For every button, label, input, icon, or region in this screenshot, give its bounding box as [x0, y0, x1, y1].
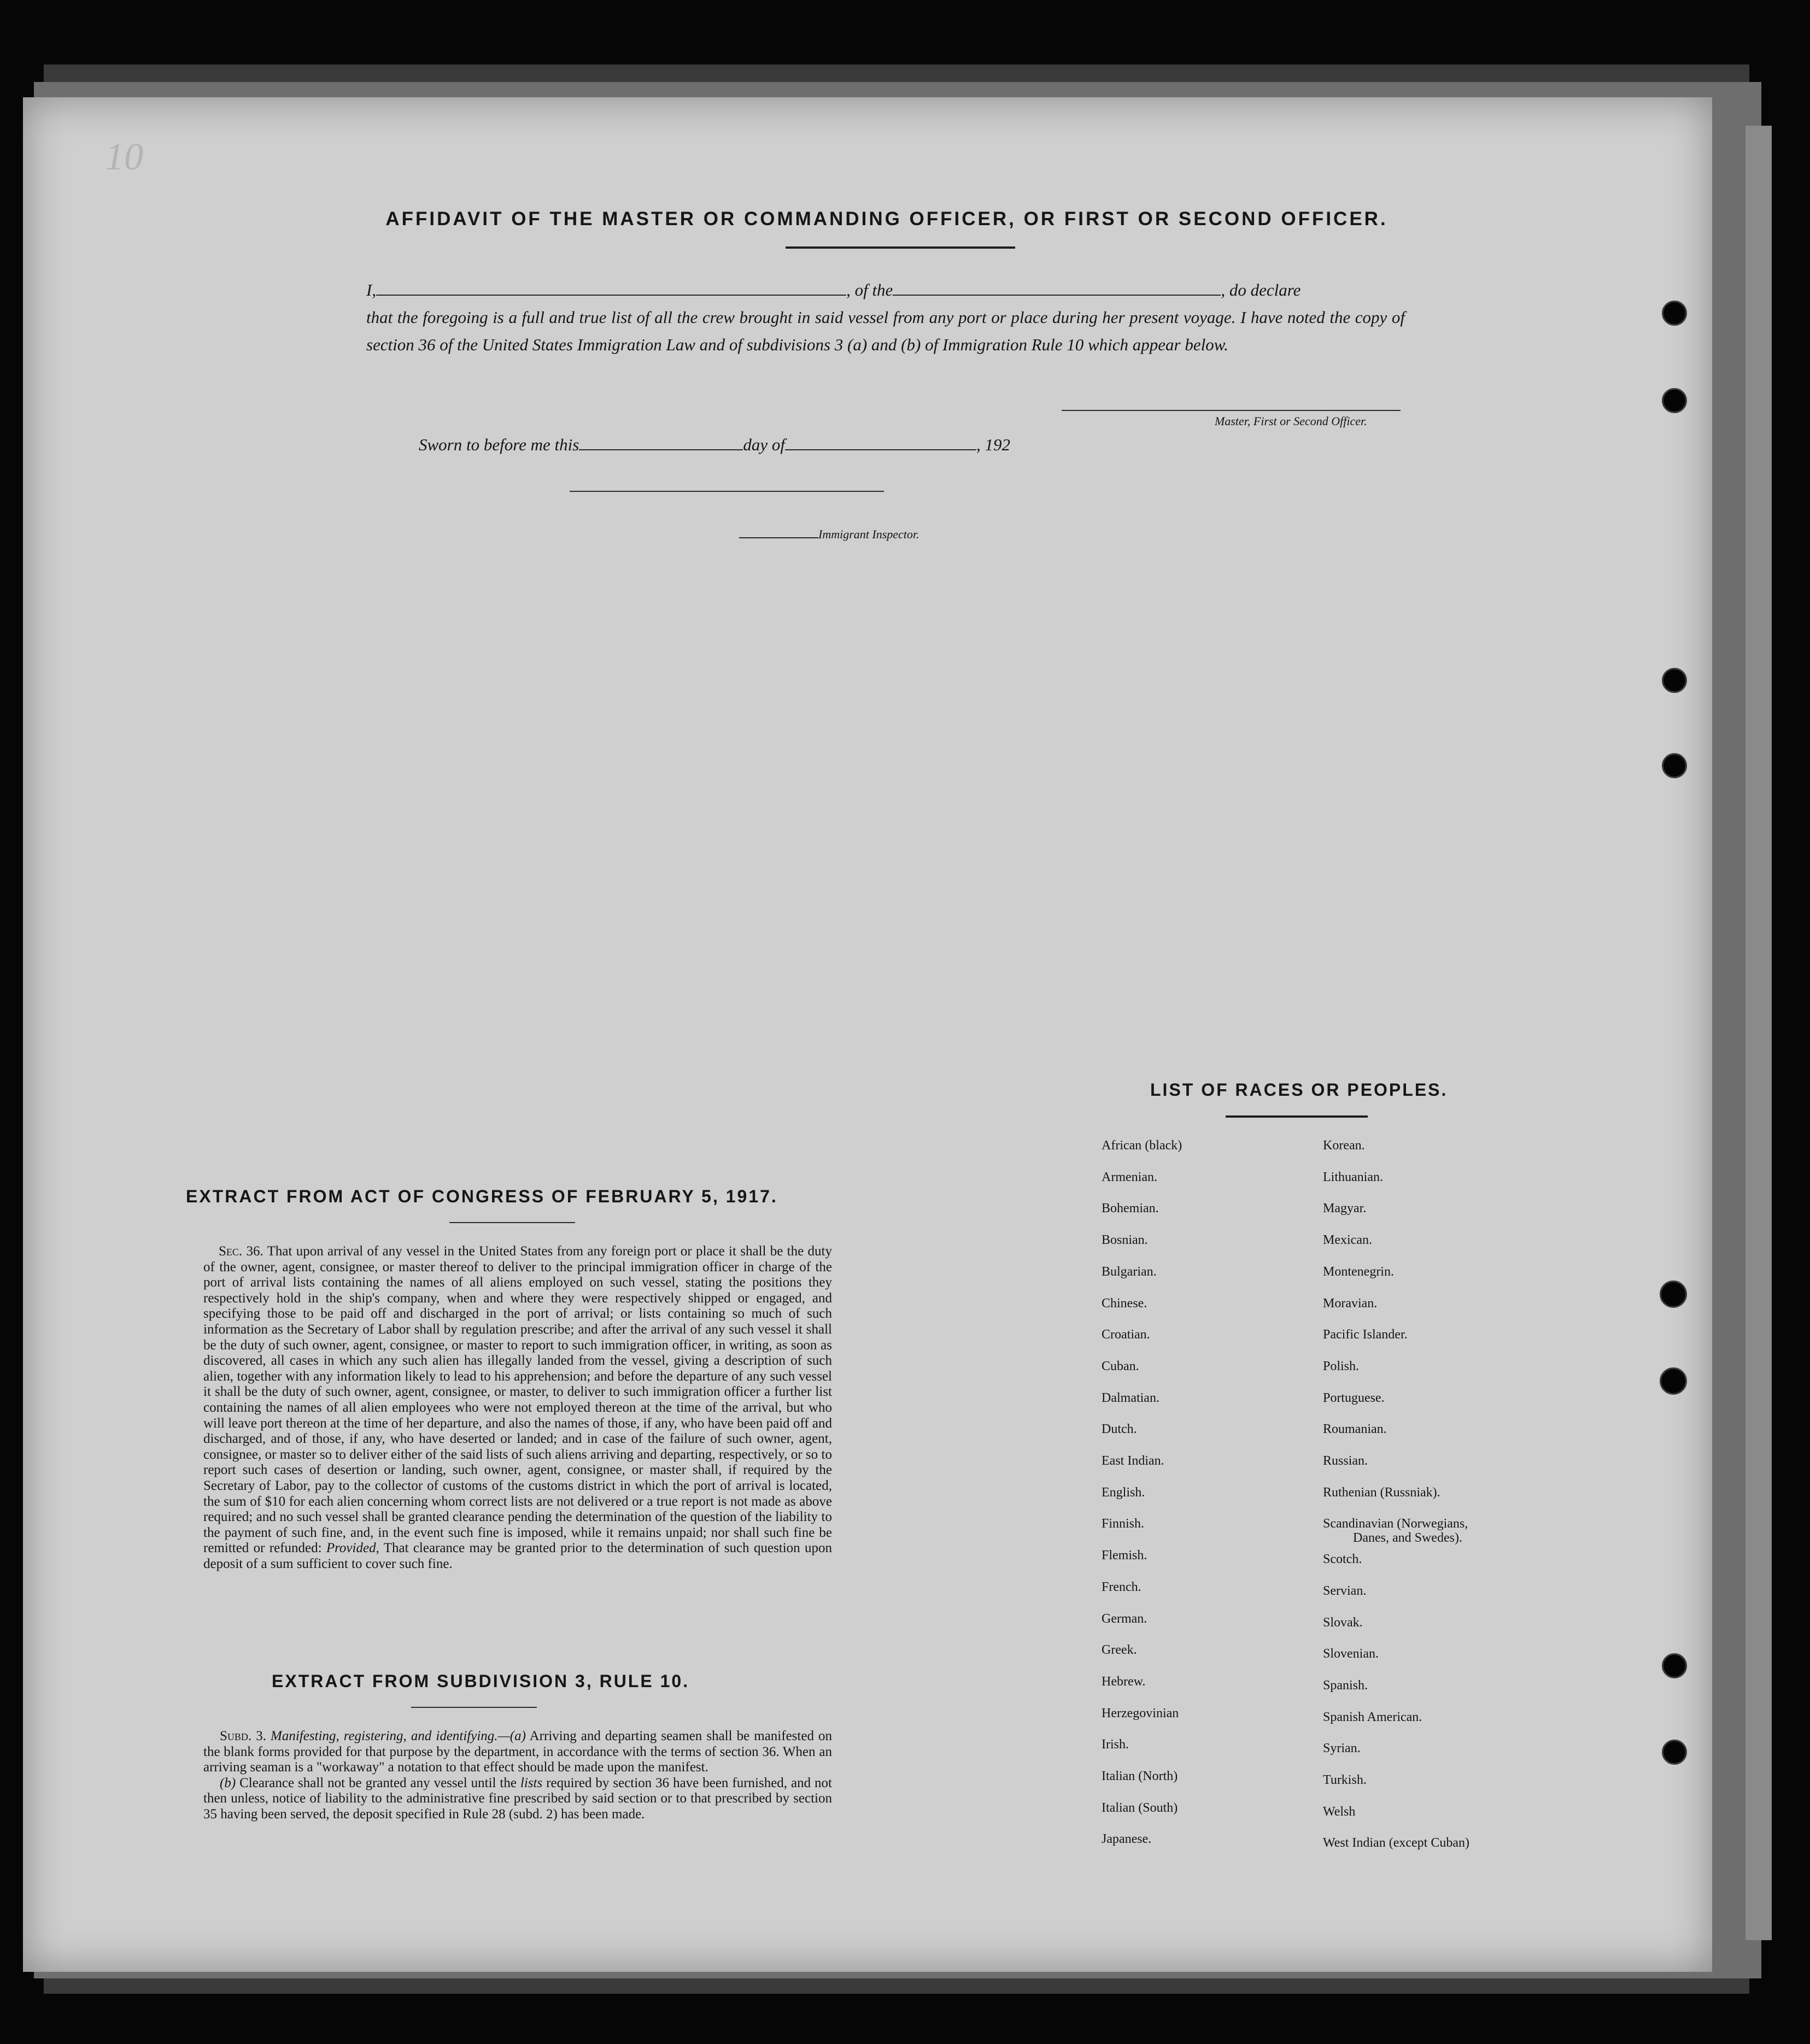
race-item: Russian. [1323, 1454, 1368, 1468]
race-item: Croatian. [1102, 1328, 1150, 1342]
race-item: English. [1102, 1485, 1145, 1500]
race-item: Bulgarian. [1102, 1264, 1157, 1279]
race-item: Pacific Islander. [1323, 1328, 1408, 1342]
binder-hole [1660, 1281, 1687, 1308]
race-item: Slovenian. [1323, 1647, 1379, 1661]
race-item: Armenian. [1102, 1170, 1157, 1184]
race-item: Greek. [1102, 1643, 1137, 1658]
para-b-label: (b) [220, 1775, 236, 1790]
of-the-label: , of the [846, 280, 893, 299]
affidavit-i-label: I, [366, 280, 377, 299]
proviso-label: Provided, [326, 1541, 379, 1556]
race-item: Spanish American. [1323, 1710, 1422, 1724]
binder-hole [1662, 1740, 1687, 1765]
races-title-rule [1226, 1115, 1368, 1118]
race-item: Spanish. [1323, 1678, 1368, 1693]
binder-hole [1662, 388, 1687, 413]
affidavit-body: that the foregoing is a full and true list of all the crew brought in said vessel from any port or place during her present voyage. I have noted the copy of section 36 of the United States Immigration Law and of subdivisions 3 (a) and (b) of Immigration Rule 10 which appear below. [366, 308, 1405, 354]
rule-title: EXTRACT FROM SUBDIVISION 3, RULE 10. [272, 1671, 690, 1691]
race-item: Dutch. [1102, 1422, 1137, 1437]
affidavit-declaration [366, 277, 1405, 359]
race-item: Montenegrin. [1323, 1264, 1394, 1279]
race-item: Italian (North) [1102, 1769, 1178, 1783]
race-item: Italian (South) [1102, 1800, 1178, 1815]
affidavit-line-1 [366, 277, 1405, 304]
para-b-text-2: required by section 36 have been furnished, and not then unless, notice of liability to the administrative fine prescribed by said section or to that prescribed by section 35 having been served, the deposit specified in Rule 28 (subd. 2) has been made. [203, 1775, 832, 1822]
affidavit-title: AFFIDAVIT OF THE MASTER OR COMMANDING OFFICER, OR FIRST OR SECOND OFFICER. [385, 208, 1388, 230]
race-item: Korean. [1323, 1138, 1365, 1153]
year-label: , 192 [976, 435, 1010, 454]
affidavit-title-rule [786, 246, 1015, 249]
race-item: Flemish. [1102, 1548, 1147, 1563]
race-item: Portuguese. [1323, 1390, 1385, 1405]
race-item: Welsh [1323, 1804, 1356, 1819]
race-item: Roumanian. [1323, 1422, 1387, 1437]
race-item: German. [1102, 1611, 1147, 1626]
race-item: Herzegovinian [1102, 1706, 1179, 1720]
binder-hole [1662, 1653, 1687, 1678]
race-item: Bosnian. [1102, 1233, 1148, 1248]
margin-mark: 10 [105, 136, 143, 178]
race-item: Chinese. [1102, 1296, 1147, 1311]
subd-label: Subd. 3. [220, 1729, 266, 1743]
race-item: African (black) [1102, 1138, 1182, 1153]
sworn-label: Sworn to before me this [419, 435, 579, 454]
race-item: Moravian. [1323, 1296, 1378, 1311]
vessel-blank[interactable] [893, 281, 1221, 296]
document-page [23, 97, 1712, 1972]
race-item-continuation: Danes, and Swedes). [1353, 1531, 1462, 1546]
inspector-line [570, 491, 884, 492]
rule-10-text [203, 1729, 832, 1823]
para-a-text: Arriving and departing seamen shall be manifested on the blank forms provided for that purpose by the department, in accordance with the terms of section 36. When an arriving seaman is a "workaway" a notation to that effect should be made upon the manifest. [203, 1729, 832, 1775]
section-36-text [203, 1244, 832, 1572]
inspector-short-line [739, 537, 818, 538]
binder-hole [1662, 301, 1687, 326]
para-a [203, 1729, 832, 1776]
sec-36-body: That upon arrival of any vessel in the United States from any foreign port or place it shall be the duty of the owner, agent, consignee, or master thereof to deliver to the principal immigration officer in charge of the port of arrival lists containing the names of all aliens employed on such vessel, stating the positions they respectively hold in the ship's company, when and where they were respectively shipped or engaged, and specifying those to be paid off and discharged in the port of arrival; or lists containing so much of such information as the Secretary of Labor shall by regulation prescribe; and after the arrival of any such vessel it shall be the duty of such owner, agent, consignee, or master to report to such immigration officer, in writing, as soon as discovered, all cases in which any such alien has illegally landed from the vessel, giving a description of such alien, together with any information likely to lead to his apprehension; and before the departure of any such vessel it shall be the duty of such owner, agent, consignee, or master, to deliver to such immigration officer a further list containing the names of all alien employees who were not employed thereon at the time of the arrival, but who will leave port thereon at the time of her departure, and also the names of those, if any, who have been paid off and discharged, and of those, if any, who have deserted or landed; and in case of the failure of such owner, agent, consignee, or master so to deliver either of the said lists of such aliens arriving and departing, respectively, or so to report such cases of desertion or landing, such owner, agent, consignee, or master shall, if required by the Secretary of Labor, pay to the collector of customs of the customs district in which the port of arrival is located, the sum of $10 for each alien concerning whom correct lists are not delivered or a true report is not made as above required; and no such vessel shall be granted clearance pending the determination of the question of the liability to the payment of such fine, and, in the event such fine is imposed, while it remains unpaid; nor shall such fine be remitted or refunded: [203, 1244, 832, 1556]
para-b-text-1: Clearance shall not be granted any vessel until the [239, 1775, 517, 1790]
race-item: Finnish. [1102, 1517, 1145, 1531]
sworn-day-blank[interactable] [579, 436, 743, 450]
para-b-lists: lists [520, 1775, 543, 1790]
race-item: Turkish. [1323, 1773, 1367, 1787]
race-item: Magyar. [1323, 1201, 1367, 1216]
races-title: LIST OF RACES OR PEOPLES. [1150, 1080, 1448, 1100]
race-item: Servian. [1323, 1583, 1367, 1598]
act-title-rule [449, 1222, 575, 1223]
day-of-label: day of [743, 435, 785, 454]
race-item: Ruthenian (Russniak). [1323, 1485, 1440, 1500]
sec-36-label: Sec. 36. [219, 1244, 263, 1259]
sworn-month-blank[interactable] [785, 436, 976, 450]
race-item: Irish. [1102, 1737, 1129, 1752]
race-item: Slovak. [1323, 1615, 1363, 1630]
name-blank[interactable] [376, 281, 846, 296]
race-item: Bohemian. [1102, 1201, 1159, 1216]
race-item: Japanese. [1102, 1832, 1152, 1847]
race-item: French. [1102, 1579, 1141, 1594]
race-item: Syrian. [1323, 1741, 1361, 1756]
proviso-body: That clearance may be granted prior to the determination of such question upon deposit of a sum sufficient to cover such fine. [203, 1541, 832, 1571]
sworn-line [419, 435, 1010, 455]
race-item: East Indian. [1102, 1454, 1164, 1468]
act-title: EXTRACT FROM ACT OF CONGRESS OF FEBRUARY 5, 1917. [186, 1187, 778, 1206]
race-item: Lithuanian. [1323, 1170, 1383, 1184]
signature-line [1062, 410, 1401, 411]
signature-caption: Master, First or Second Officer. [1215, 414, 1367, 428]
binder-hole [1662, 668, 1687, 693]
race-item: Hebrew. [1102, 1674, 1146, 1689]
para-a-label: —(a) [497, 1729, 526, 1743]
race-item: Mexican. [1323, 1233, 1372, 1248]
race-item: Scotch. [1323, 1552, 1362, 1567]
binder-hole [1660, 1367, 1687, 1395]
inspector-caption: Immigrant Inspector. [818, 527, 919, 541]
race-item: Polish. [1323, 1359, 1360, 1373]
race-item: Scandinavian (Norwegians, [1323, 1517, 1468, 1531]
para-b [203, 1776, 832, 1823]
race-item: West Indian (except Cuban) [1323, 1836, 1469, 1851]
do-declare-label: , do declare [1221, 280, 1301, 299]
rule-title-rule [411, 1707, 537, 1708]
subd-title: Manifesting, registering, and identifying. [271, 1729, 498, 1743]
race-item: Dalmatian. [1102, 1390, 1159, 1405]
race-item: Cuban. [1102, 1359, 1139, 1373]
binder-hole [1662, 753, 1687, 778]
page-edge-strip [1745, 126, 1772, 1940]
